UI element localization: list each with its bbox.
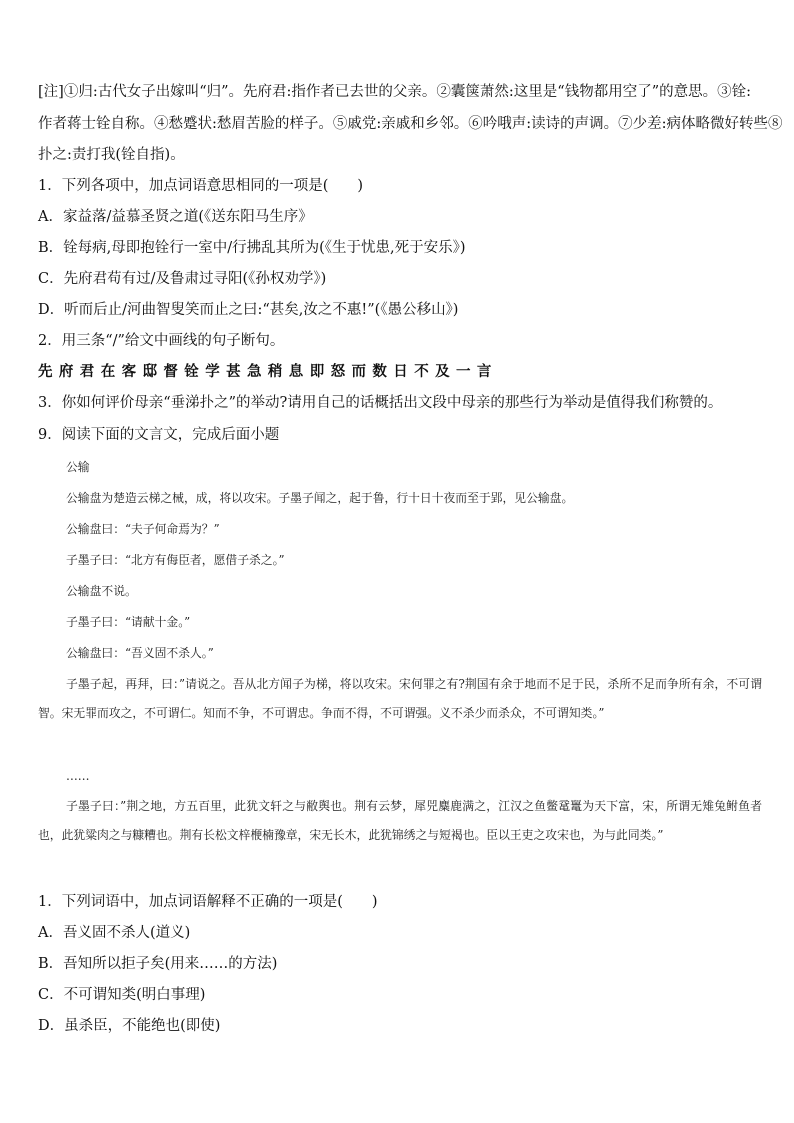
passage-paragraph-8: 子墨子曰：”荆之地，方五百里，此犹文轩之与敝舆也。荆有云梦，犀兕麋鹿满之，江汉之鱼鳖鼋鼍为天下富，宋，所谓无雉兔鲋鱼者也，此犹粱肉之与糠糟也。荆有长松文梓楩楠豫章，宋无长木，此犹锦绣之与短褐也。臣以王吏之攻宋也，为与此同类。” bbox=[38, 799, 762, 842]
note-line-3: 扑之:责打我(铨自指)。 bbox=[38, 147, 185, 163]
question-9-option-b: B．吾知所以拒子矣(用来……的方法) bbox=[38, 956, 278, 972]
passage-paragraph-1: 公输盘为楚造云梯之械，成，将以攻宋。子墨子闻之，起于鲁，行十日十夜而至于郢，见公输盘。 bbox=[66, 491, 574, 505]
note-line-2: 作者蒋士铨自称。④愁蹙状:愁眉苦脸的样子。⑤戚党:亲戚和乡邻。⑥吟哦声:读诗的声调。⑦少差:病体略微好转些⑧ bbox=[38, 116, 783, 132]
passage-paragraph-5: 子墨子曰：“请献十金。” bbox=[66, 615, 191, 629]
question-9-option-c: C．不可谓知类(明白事理) bbox=[38, 987, 206, 1003]
question-2-sentence: 先府君在客邸督铨学甚急稍息即怒而数日不及一言 bbox=[38, 363, 498, 380]
question-9-heading: 9．阅读下面的文言文，完成后面小题 bbox=[38, 427, 280, 443]
question-1: 1．下列各项中，加点词语意思相同的一项是( ) bbox=[38, 178, 364, 194]
passage-paragraph-2: 公输盘曰：“夫子何命焉为？” bbox=[66, 522, 220, 536]
question-3: 3．你如何评价母亲“垂涕扑之”的举动?请用自己的话概括出文段中母亲的那些行为举动是值得我们称赞的。 bbox=[38, 395, 723, 411]
option-c: C．先府君苟有过/及鲁肃过寻阳(《孙权劝学》) bbox=[38, 271, 327, 287]
option-d: D．听而后止/河曲智叟笑而止之曰:“甚矣,汝之不惠!”(《愚公移山》) bbox=[38, 302, 459, 318]
question-9-1: 1．下列词语中，加点词语解释不正确的一项是( ) bbox=[38, 894, 378, 910]
question-9-option-a: A．吾义固不杀人(道义) bbox=[38, 925, 191, 941]
question-2: 2．用三条“/”给文中画线的句子断句。 bbox=[38, 333, 285, 349]
passage-paragraph-4: 公输盘不说。 bbox=[66, 584, 137, 598]
passage-title: 公输 bbox=[66, 460, 90, 474]
passage-paragraph-3: 子墨子曰：“北方有侮臣者，愿借子杀之。” bbox=[66, 553, 285, 567]
note-line-1: [注]①归:古代女子出嫁叫“归”。先府君:指作者已去世的父亲。②囊箧萧然:这里是“钱物都用空了”的意思。③铨: bbox=[38, 84, 752, 100]
passage-ellipsis: …… bbox=[66, 769, 90, 783]
passage-paragraph-6: 公输盘曰：“吾义固不杀人。” bbox=[66, 646, 214, 660]
question-9-option-d: D．虽杀臣，不能绝也(即使) bbox=[38, 1018, 221, 1034]
passage-paragraph-7: 子墨子起，再拜，曰：”请说之。吾从北方闻子为梯，将以攻宋。宋何罪之有?荆国有余于地而不足于民，杀所不足而争所有余，不可谓智。宋无罪而攻之，不可谓仁。知而不争，不可谓忠。争而不得，不可谓强。义不杀少而杀众，不可谓知类。” bbox=[38, 677, 762, 720]
option-b: B．铨每病,母即抱铨行一室中/行拂乱其所为(《生于忧患,死于安乐》) bbox=[38, 240, 466, 256]
option-a: A．家益落/益慕圣贤之道(《送东阳马生序》 bbox=[38, 209, 313, 225]
